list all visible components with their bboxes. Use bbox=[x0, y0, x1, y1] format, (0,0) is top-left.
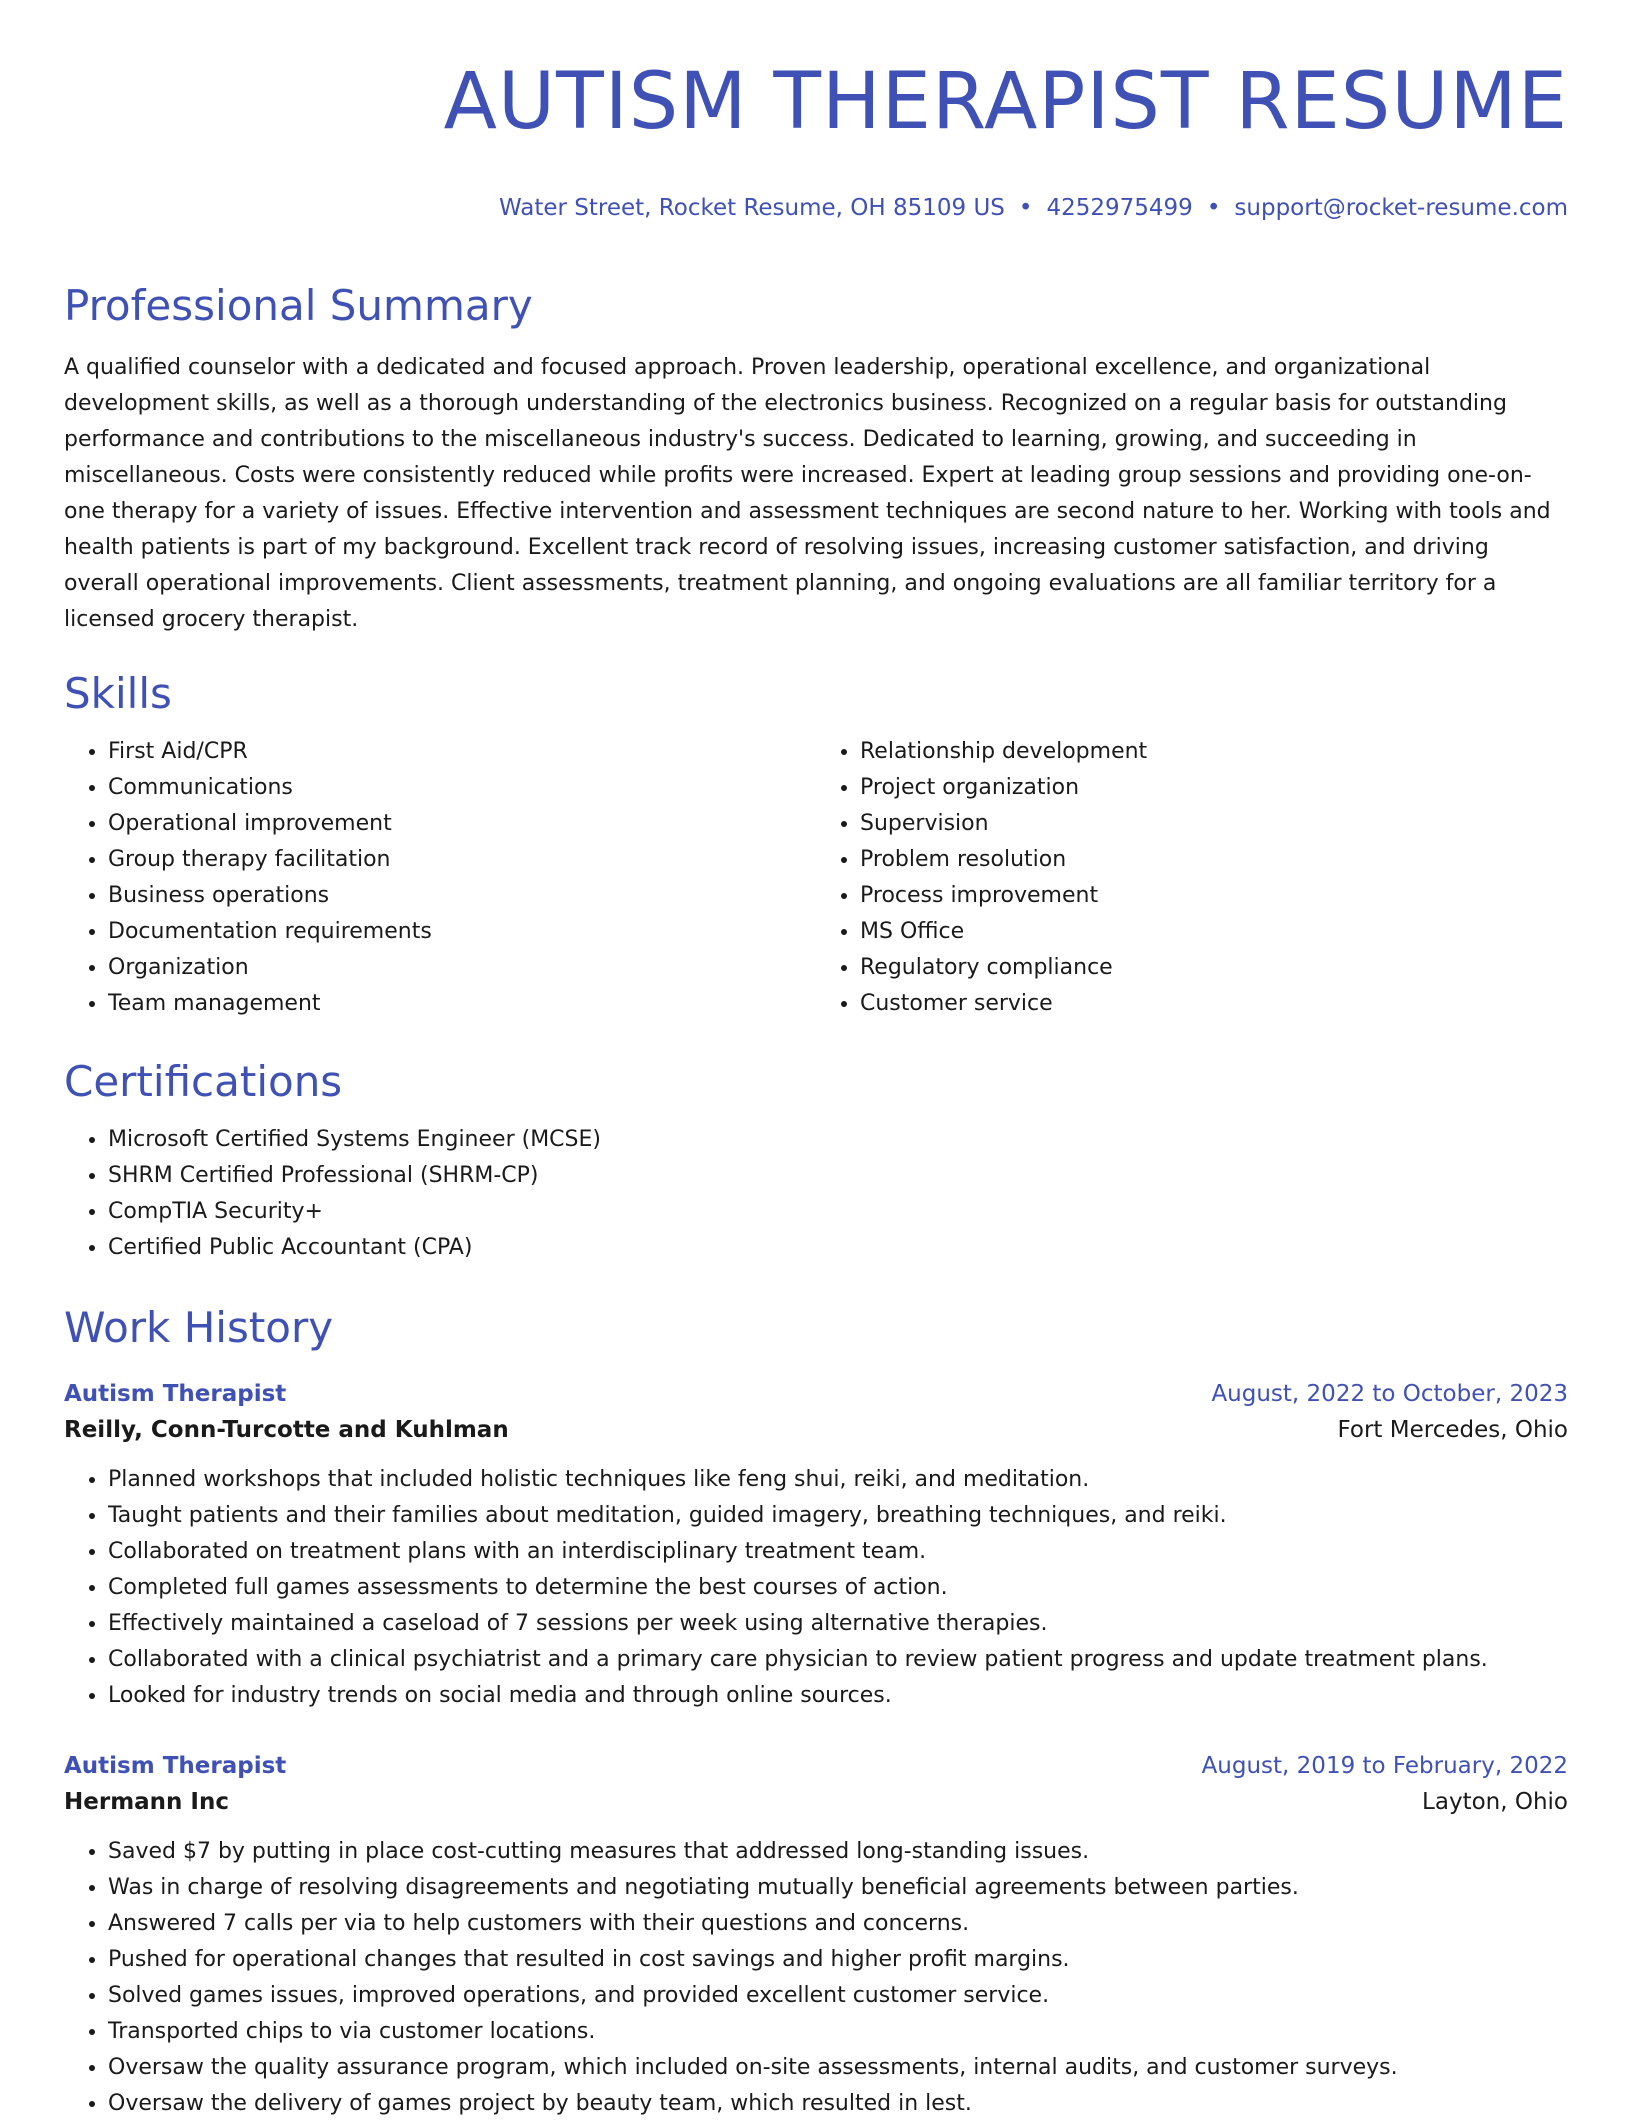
job-bullet: • Answered 7 calls per via to help customers with their questions and concerns. bbox=[108, 1906, 1568, 1942]
skill-item: • Team management bbox=[108, 986, 816, 1022]
certification-item: • Certified Public Accountant (CPA) bbox=[108, 1230, 1568, 1266]
skill-item: • Supervision bbox=[860, 806, 1568, 842]
summary-heading: Professional Summary bbox=[64, 281, 533, 330]
job-company: Hermann Inc bbox=[64, 1789, 229, 1815]
job-dates: August, 2019 to February, 2022 bbox=[1201, 1753, 1568, 1779]
skill-item: • Communications bbox=[108, 770, 816, 806]
skill-item: • Regulatory compliance bbox=[860, 950, 1568, 986]
job-header-row bbox=[64, 1376, 1568, 1412]
skills-columns bbox=[64, 734, 1568, 1022]
skill-item: • Relationship development bbox=[860, 734, 1568, 770]
skills-heading: Skills bbox=[64, 669, 172, 718]
skills-list-right bbox=[816, 734, 1568, 1022]
job-dates: August, 2022 to October, 2023 bbox=[1211, 1381, 1568, 1407]
job-bullet: • Oversaw the quality assurance program, which included on-site assessments, internal audits, and customer surveys. bbox=[108, 2050, 1568, 2086]
contact-line bbox=[64, 192, 1568, 224]
skill-item: • Business operations bbox=[108, 878, 816, 914]
skill-item: • Project organization bbox=[860, 770, 1568, 806]
job-bullet: • Was in charge of resolving disagreements and negotiating mutually beneficial agreements between parties. bbox=[108, 1870, 1568, 1906]
skill-item: • MS Office bbox=[860, 914, 1568, 950]
skill-item: • Customer service bbox=[860, 986, 1568, 1022]
certifications-list bbox=[64, 1122, 1568, 1266]
job-title: Autism Therapist bbox=[64, 1381, 287, 1407]
job-bullet: • Completed full games assessments to determine the best courses of action. bbox=[108, 1570, 1568, 1606]
certification-item: • CompTIA Security+ bbox=[108, 1194, 1568, 1230]
job-bullet: • Saved $7 by putting in place cost-cutting measures that addressed long-standing issues. bbox=[108, 1834, 1568, 1870]
job-company-row bbox=[64, 1412, 1568, 1448]
job-bullet: • Solved games issues, improved operations, and provided excellent customer service. bbox=[108, 1978, 1568, 2014]
job-header-row bbox=[64, 1748, 1568, 1784]
job-location: Layton, Ohio bbox=[1422, 1789, 1568, 1815]
job-bullet: • Planned workshops that included holistic techniques like feng shui, reiki, and meditation. bbox=[108, 1462, 1568, 1498]
skill-item: • First Aid/CPR bbox=[108, 734, 816, 770]
job-bullet: • Collaborated with a clinical psychiatrist and a primary care physician to review patient progress and update treatment plans. bbox=[108, 1642, 1568, 1678]
skill-item: • Documentation requirements bbox=[108, 914, 816, 950]
contact-separator: • bbox=[1206, 195, 1221, 221]
job-bullet: • Looked for industry trends on social media and through online sources. bbox=[108, 1678, 1568, 1714]
job-bullet: • Pushed for operational changes that resulted in cost savings and higher profit margins. bbox=[108, 1942, 1568, 1978]
job-location: Fort Mercedes, Ohio bbox=[1337, 1417, 1568, 1443]
job-bullets bbox=[64, 1462, 1568, 1714]
job-bullet: • Effectively maintained a caseload of 7 sessions per week using alternative therapies. bbox=[108, 1606, 1568, 1642]
job-company: Reilly, Conn-Turcotte and Kuhlman bbox=[64, 1417, 509, 1443]
job-bullets bbox=[64, 1834, 1568, 2122]
job-bullet: • Collaborated on treatment plans with an interdisciplinary treatment team. bbox=[108, 1534, 1568, 1570]
resume-title: AUTISM THERAPIST RESUME bbox=[443, 57, 1568, 147]
job-entry bbox=[64, 1748, 1568, 2122]
job-company-row bbox=[64, 1784, 1568, 1820]
summary-text: A qualified counselor with a dedicated and focused approach. Proven leadership, operational excellence, and organizational development skills, as well as a thorough understanding of the electronics business. Recognized on a regular basis for outstanding performance and contributions to the miscellaneous industry's success. Dedicated to learning, growing, and succeeding in miscellaneous. Costs were consistently reduced while profits were increased. Expert at leading group sessions and providing one-on-one therapy for a variety of issues. Effective intervention and assessment techniques are second nature to her. Working with tools and health patients is part of my background. Excellent track record of resolving issues, increasing customer satisfaction, and driving overall operational improvements. Client assessments, treatment planning, and ongoing evaluations are all familiar territory for a licensed grocery therapist. bbox=[64, 355, 1551, 632]
certification-item: • SHRM Certified Professional (SHRM-CP) bbox=[108, 1158, 1568, 1194]
skills-list-left bbox=[64, 734, 816, 1022]
skill-item: • Group therapy facilitation bbox=[108, 842, 816, 878]
job-bullet: • Transported chips to via customer locations. bbox=[108, 2014, 1568, 2050]
job-bullet: • Oversaw the delivery of games project by beauty team, which resulted in lest. bbox=[108, 2086, 1568, 2122]
skill-item: • Organization bbox=[108, 950, 816, 986]
job-title: Autism Therapist bbox=[64, 1753, 287, 1779]
certification-item: • Microsoft Certified Systems Engineer (MCSE) bbox=[108, 1122, 1568, 1158]
skill-item: • Problem resolution bbox=[860, 842, 1568, 878]
contact-email[interactable]: support@rocket-resume.com bbox=[1234, 195, 1568, 221]
contact-address: Water Street, Rocket Resume, OH 85109 US bbox=[498, 195, 1005, 221]
certifications-heading: Certifications bbox=[64, 1057, 343, 1106]
job-bullet: • Taught patients and their families about meditation, guided imagery, breathing techniques, and reiki. bbox=[108, 1498, 1568, 1534]
job-entry bbox=[64, 1376, 1568, 1714]
contact-phone: 4252975499 bbox=[1046, 195, 1193, 221]
skill-item: • Process improvement bbox=[860, 878, 1568, 914]
contact-separator: • bbox=[1018, 195, 1033, 221]
work-history-heading: Work History bbox=[64, 1303, 334, 1352]
skill-item: • Operational improvement bbox=[108, 806, 816, 842]
